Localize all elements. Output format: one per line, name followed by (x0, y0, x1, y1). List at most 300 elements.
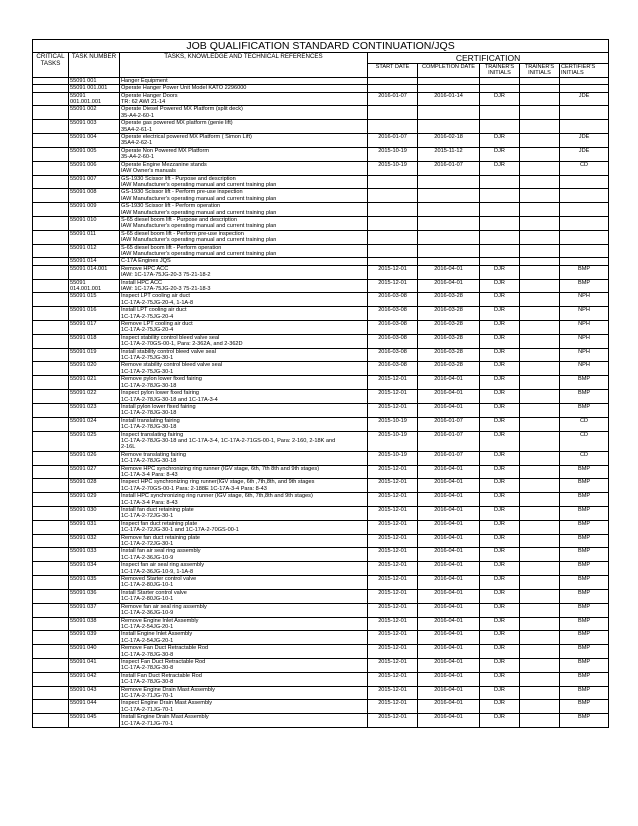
task-description-cell (120, 92, 368, 106)
table-row (33, 230, 609, 244)
task-description-cell (120, 576, 368, 590)
task-description-cell (120, 334, 368, 348)
completion-date-cell: 2016-04-01 (418, 700, 480, 714)
completion-date-cell: 2016-01-07 (418, 417, 480, 431)
certifier-initials-cell: NPH (560, 348, 609, 362)
trainer-initials-cell-2 (520, 348, 560, 362)
task-description-line: Inspect translating fairing (121, 431, 184, 438)
task-description-line: Operate Diesel Powered MX Platform (split deck) (121, 106, 243, 113)
table-row (33, 216, 609, 230)
task-description-line: Inspect fan air seal ring assembly (121, 562, 205, 569)
task-description-line: IAW Manufacturer's operating manual and current training plan (121, 195, 277, 202)
task-description-line: 1C-17A-2-78JG-30-8 (121, 651, 174, 658)
task-number-cell: 55091 010 (69, 216, 120, 230)
start-date-cell: 2016-03-08 (368, 321, 418, 335)
certifiers-initials-header: CERTIFIER'S INITIALS (560, 64, 609, 78)
trainer-initials-cell: DJR (480, 334, 520, 348)
task-description-line: Install fan air seal ring assembly (121, 548, 201, 555)
table-row (33, 376, 609, 390)
trainer-initials-cell: DJR (480, 562, 520, 576)
completion-date-cell: 2016-04-01 (418, 617, 480, 631)
trainer-initials-cell-2 (520, 92, 560, 106)
task-description-line: 35-A4-2-60-1 (121, 112, 154, 119)
trainer-initials-cell-2 (520, 258, 560, 265)
trainer-initials-cell-2 (520, 631, 560, 645)
task-number-cell: 55091 034 (69, 562, 120, 576)
critical-task-cell (33, 465, 69, 479)
task-number-cell: 55091 012 (69, 244, 120, 258)
task-description-cell (120, 672, 368, 686)
completion-date-cell: 2016-04-01 (418, 603, 480, 617)
task-description-cell (120, 700, 368, 714)
task-description-line: S-65 diesel boom lift - Perform operation (121, 244, 222, 251)
task-number-cell: 55091 016 (69, 307, 120, 321)
certifier-initials-cell: BMP (560, 390, 609, 404)
critical-task-cell (33, 265, 69, 279)
completion-date-cell: 2016-04-01 (418, 576, 480, 590)
task-description-line: Remove pylon lower fixed fairing (121, 376, 202, 383)
task-description-cell (120, 147, 368, 161)
table-row (33, 321, 609, 335)
completion-date-cell: 2016-04-01 (418, 589, 480, 603)
trainer-initials-cell-2 (520, 106, 560, 120)
trainer-initials-cell-2 (520, 714, 560, 728)
trainer-initials-cell-2 (520, 658, 560, 672)
critical-task-cell (33, 134, 69, 148)
task-description-line: Remove Engine Drain Mast Assembly (121, 686, 215, 693)
task-number-cell: 55091 028 (69, 479, 120, 493)
certifier-initials-cell (560, 189, 609, 203)
trainer-initials-cell (480, 216, 520, 230)
certifier-initials-cell: NPH (560, 362, 609, 376)
task-description-line: Install fan duct retaining plate (121, 507, 194, 513)
trainer-initials-cell-2 (520, 493, 560, 507)
critical-task-cell (33, 85, 69, 92)
certifier-initials-cell (560, 203, 609, 217)
task-description-line: Remove LPT cooling air duct (121, 321, 193, 328)
task-number-cell: 55091 032 (69, 534, 120, 548)
task-description-cell (120, 686, 368, 700)
trainer-initials-cell: DJR (480, 714, 520, 728)
task-description-cell (120, 390, 368, 404)
critical-task-cell (33, 258, 69, 265)
start-date-cell: 2015-12-01 (368, 507, 418, 521)
task-description-line: 1C-17A-2-75JG-20-4 (121, 313, 174, 320)
certifier-initials-cell: NPH (560, 334, 609, 348)
task-description-line: C-17A Engines JQS (121, 258, 171, 265)
critical-task-cell (33, 658, 69, 672)
task-description-line: Install HPC synchronizing ring runner (IGV stage, 6th, 7th,8th and 9th stages) (121, 493, 313, 500)
certifier-initials-cell: NPH (560, 321, 609, 335)
task-number-cell: 55091 040 (69, 645, 120, 659)
task-number-cell: 55091 001.001 (69, 85, 120, 92)
trainer-initials-cell: DJR (480, 451, 520, 465)
task-number-cell: 55091 033 (69, 548, 120, 562)
trainer-initials-cell (480, 85, 520, 92)
task-number-cell: 55091 006 (69, 161, 120, 175)
task-number-cell: 55091 023 (69, 403, 120, 417)
trainers-initials-header-2: TRAINER'S INITIALS (520, 64, 560, 78)
table-row (33, 520, 609, 534)
task-description-cell (120, 348, 368, 362)
table-row (33, 189, 609, 203)
trainer-initials-cell: DJR (480, 631, 520, 645)
trainer-initials-cell-2 (520, 244, 560, 258)
certifier-initials-cell: BMP (560, 548, 609, 562)
task-description-line: Operate electrical powered MX Platform ( Simon Lift) (121, 134, 252, 141)
table-row (33, 686, 609, 700)
task-description-cell (120, 230, 368, 244)
task-description-line: 1C-17A-2-78JG-30-18 (121, 424, 177, 431)
task-number-cell: 55091 039 (69, 631, 120, 645)
critical-task-cell (33, 147, 69, 161)
task-description-cell (120, 589, 368, 603)
task-number-cell: 55091 020 (69, 362, 120, 376)
completion-date-cell: 2016-04-01 (418, 548, 480, 562)
trainer-initials-cell: DJR (480, 321, 520, 335)
task-number-cell: 55091 045 (69, 714, 120, 728)
trainer-initials-cell (480, 77, 520, 84)
start-date-cell: 2015-12-01 (368, 700, 418, 714)
critical-task-cell (33, 686, 69, 700)
table-row (33, 279, 609, 293)
trainer-initials-cell-2 (520, 403, 560, 417)
trainer-initials-cell: DJR (480, 507, 520, 521)
critical-task-cell (33, 403, 69, 417)
critical-task-cell (33, 216, 69, 230)
certifier-initials-cell: BMP (560, 617, 609, 631)
completion-date-cell: 2016-04-01 (418, 265, 480, 279)
start-date-cell: 2015-12-01 (368, 376, 418, 390)
certification-header: CERTIFICATION (368, 53, 609, 64)
task-description-line: GS-1930 Scissor lift - Perform operation (121, 203, 221, 210)
table-row (33, 258, 609, 265)
task-description-line: 35-A4-2-60-1 (121, 154, 154, 161)
table-row (33, 293, 609, 307)
task-description-cell (120, 520, 368, 534)
task-number-cell: 55091 021 (69, 376, 120, 390)
trainer-initials-cell: DJR (480, 134, 520, 148)
trainer-initials-cell: DJR (480, 307, 520, 321)
table-row (33, 479, 609, 493)
task-description-line: Install Fan Duct Retractable Rod (121, 672, 202, 679)
task-description-line: Inspect HPC synchronizing ring runner(IGV stage, 6th ,7th,8th, and 9th stages (121, 479, 315, 486)
task-description-line: IAW Manufacturer's operating manual and current training plan (121, 181, 277, 188)
task-description-line: IAW Manufacturer's operating manual and current training plan (121, 209, 277, 216)
task-number-cell: 55091 007 (69, 175, 120, 189)
critical-task-cell (33, 562, 69, 576)
certifier-initials-cell: CD (560, 161, 609, 175)
start-date-cell: 2016-01-07 (368, 92, 418, 106)
task-description-line: 1C-17A-2-78JG-30-8 (121, 665, 174, 672)
trainer-initials-cell: DJR (480, 265, 520, 279)
task-description-cell (120, 362, 368, 376)
table-row (33, 714, 609, 728)
critical-task-cell (33, 672, 69, 686)
certifier-initials-cell: CD (560, 417, 609, 431)
trainer-initials-cell-2 (520, 507, 560, 521)
completion-date-cell (418, 106, 480, 120)
task-description-cell (120, 451, 368, 465)
certifier-initials-cell: NPH (560, 307, 609, 321)
task-number-cell: 55091 031 (69, 520, 120, 534)
table-row (33, 451, 609, 465)
task-description-line: Inspect fan duct retaining plate (121, 520, 198, 527)
table-row (33, 465, 609, 479)
table-row (33, 589, 609, 603)
start-date-cell: 2016-03-08 (368, 348, 418, 362)
form-title: JOB QUALIFICATION STANDARD CONTINUATION/JQS (33, 40, 609, 53)
certifier-initials-cell: BMP (560, 603, 609, 617)
task-number-cell: 55091 009 (69, 203, 120, 217)
trainer-initials-cell-2 (520, 465, 560, 479)
start-date-cell: 2015-12-01 (368, 562, 418, 576)
start-date-cell: 2015-12-01 (368, 589, 418, 603)
trainer-initials-cell: DJR (480, 589, 520, 603)
task-description-line: 1C-17A-2-80JG-10-1 (121, 582, 174, 589)
task-number-cell: 55091 030 (69, 507, 120, 521)
certifier-initials-cell: CD (560, 431, 609, 451)
task-description-line: 35A4-2-61-1 (121, 126, 153, 133)
task-description-line: 1C-17A-2-75JG-20-4, 1-1A-8 (121, 299, 194, 306)
critical-task-cell (33, 307, 69, 321)
table-row (33, 106, 609, 120)
trainer-initials-cell (480, 258, 520, 265)
table-row (33, 348, 609, 362)
task-description-line: Remove stability control bleed valve seal (121, 362, 223, 369)
start-date-cell (368, 120, 418, 134)
task-description-line: Install HPC ACC (121, 279, 163, 286)
start-date-cell: 2015-10-19 (368, 161, 418, 175)
certifier-initials-cell: BMP (560, 265, 609, 279)
trainer-initials-cell: DJR (480, 147, 520, 161)
completion-date-cell: 2016-04-01 (418, 631, 480, 645)
trainer-initials-cell-2 (520, 203, 560, 217)
start-date-cell: 2015-12-01 (368, 686, 418, 700)
trainer-initials-cell-2 (520, 672, 560, 686)
trainer-initials-cell: DJR (480, 161, 520, 175)
start-date-cell (368, 203, 418, 217)
task-number-cell: 55091 041 (69, 658, 120, 672)
task-description-line: Install Starter control valve (121, 589, 187, 596)
task-description-line: 1C-17A-2-36JG-10-9 (121, 610, 174, 617)
trainer-initials-cell (480, 106, 520, 120)
critical-task-cell (33, 603, 69, 617)
task-description-cell (120, 321, 368, 335)
task-number-cell: 55091 002 (69, 106, 120, 120)
table-row (33, 85, 609, 92)
critical-task-cell (33, 230, 69, 244)
task-description-line: IAW Manufacturer's operating manual and current training plan (121, 250, 277, 257)
start-date-cell: 2015-12-01 (368, 390, 418, 404)
task-number-cell: 55091 029 (69, 493, 120, 507)
task-number-cell: 55091 044 (69, 700, 120, 714)
trainer-initials-cell-2 (520, 230, 560, 244)
task-description-cell (120, 244, 368, 258)
critical-task-cell (33, 189, 69, 203)
jqs-form (32, 39, 608, 728)
trainer-initials-cell: DJR (480, 520, 520, 534)
task-description-cell (120, 161, 368, 175)
trainer-initials-cell: DJR (480, 362, 520, 376)
task-description-cell (120, 417, 368, 431)
task-number-cell: 55091 036 (69, 589, 120, 603)
certifier-initials-cell (560, 120, 609, 134)
task-description-line: Inspect Engine Drain Mast Assembly (121, 700, 213, 707)
start-date-cell: 2015-12-01 (368, 617, 418, 631)
trainer-initials-cell-2 (520, 562, 560, 576)
trainer-initials-cell-2 (520, 603, 560, 617)
trainer-initials-cell: DJR (480, 700, 520, 714)
completion-date-cell: 2016-02-18 (418, 134, 480, 148)
trainer-initials-cell-2 (520, 161, 560, 175)
table-row (33, 92, 609, 106)
table-row (33, 617, 609, 631)
trainer-initials-cell-2 (520, 307, 560, 321)
completion-date-cell: 2016-04-01 (418, 658, 480, 672)
critical-task-cell (33, 161, 69, 175)
table-row (33, 203, 609, 217)
start-date-cell: 2015-12-01 (368, 493, 418, 507)
critical-task-cell (33, 244, 69, 258)
task-description-line: 1C-17A-2-80JG-10-1 (121, 596, 174, 603)
completion-date-cell (418, 175, 480, 189)
completion-date-cell: 2016-01-07 (418, 451, 480, 465)
trainer-initials-cell: DJR (480, 348, 520, 362)
task-description-cell (120, 203, 368, 217)
table-row (33, 417, 609, 431)
trainer-initials-cell (480, 175, 520, 189)
task-number-cell: 55091 019 (69, 348, 120, 362)
critical-task-cell (33, 390, 69, 404)
trainer-initials-cell: DJR (480, 92, 520, 106)
task-description-line: Remove Fan Duct Retractable Rod (121, 645, 209, 652)
trainer-initials-cell-2 (520, 85, 560, 92)
task-description-line: Operate Engine Mezzanine stands (121, 161, 207, 168)
certifier-initials-cell: BMP (560, 279, 609, 293)
certifier-initials-cell: BMP (560, 645, 609, 659)
task-description-line: 1C-17A-2-54JG-20-1 (121, 637, 174, 644)
critical-task-cell (33, 714, 69, 728)
critical-task-cell (33, 493, 69, 507)
task-description-line: S-65 diesel boom lift - Purpose and description (121, 216, 237, 223)
start-date-cell: 2016-03-08 (368, 362, 418, 376)
task-description-line: 1C-17A-2-72JG-30-1 (121, 513, 174, 520)
certifier-initials-cell: BMP (560, 686, 609, 700)
task-description-cell (120, 134, 368, 148)
trainer-initials-cell (480, 244, 520, 258)
critical-task-cell (33, 279, 69, 293)
task-description-line: Remove HPC ACC (121, 265, 169, 272)
trainer-initials-cell-2 (520, 431, 560, 451)
completion-date-cell (418, 203, 480, 217)
task-description-line: Remove fan air seal ring assembly (121, 603, 207, 610)
completion-date-cell: 2016-04-01 (418, 507, 480, 521)
task-description-line: 1C-17A-3-4 Para: 8-43 (121, 499, 178, 506)
trainer-initials-cell-2 (520, 120, 560, 134)
task-description-line: Remove fan duct retaining plate (121, 534, 200, 541)
start-date-cell (368, 175, 418, 189)
task-description-line: 1C-17A-2-72JG-30-1 (121, 541, 174, 548)
completion-date-cell (418, 216, 480, 230)
trainer-initials-cell: DJR (480, 672, 520, 686)
critical-task-cell (33, 321, 69, 335)
task-description-line: Inspect pylon lower fixed fairing (121, 390, 200, 397)
task-number-cell: 55091 001 (69, 77, 120, 84)
completion-date-cell: 2016-04-01 (418, 714, 480, 728)
task-description-cell (120, 603, 368, 617)
critical-task-cell (33, 431, 69, 451)
trainer-initials-cell-2 (520, 147, 560, 161)
trainer-initials-cell: DJR (480, 390, 520, 404)
task-description-line: 35A4-2-62-1 (121, 140, 153, 147)
table-row (33, 548, 609, 562)
table-row (33, 700, 609, 714)
trainer-initials-cell: DJR (480, 279, 520, 293)
trainer-initials-cell: DJR (480, 645, 520, 659)
task-description-line: IAW: 1C-17A-75JG-20-3 75-21-18-3 (121, 286, 211, 292)
critical-task-cell (33, 589, 69, 603)
trainer-initials-cell: DJR (480, 431, 520, 451)
certifier-initials-cell: BMP (560, 520, 609, 534)
task-description-cell (120, 85, 368, 92)
start-date-cell: 2015-12-01 (368, 465, 418, 479)
task-description-line: Install translating fairing (121, 417, 180, 424)
certifier-initials-cell (560, 106, 609, 120)
trainer-initials-cell-2 (520, 175, 560, 189)
trainer-initials-cell-2 (520, 189, 560, 203)
trainer-initials-cell-2 (520, 376, 560, 390)
trainer-initials-cell (480, 230, 520, 244)
table-row (33, 534, 609, 548)
table-row (33, 390, 609, 404)
critical-task-cell (33, 451, 69, 465)
task-description-cell (120, 493, 368, 507)
task-rows (33, 77, 609, 727)
table-row (33, 403, 609, 417)
task-description-cell (120, 403, 368, 417)
start-date-cell: 2016-01-07 (368, 134, 418, 148)
start-date-cell: 2015-10-19 (368, 431, 418, 451)
critical-task-cell (33, 417, 69, 431)
start-date-cell: 2015-12-01 (368, 548, 418, 562)
task-description-line: Inspect LPT cooling air duct (121, 293, 190, 300)
task-description-line: Install LPT cooling air duct (121, 307, 187, 314)
task-description-line: 1C-17A-2-36JG-10-9 (121, 554, 174, 561)
start-date-cell: 2015-12-01 (368, 603, 418, 617)
trainer-initials-cell-2 (520, 390, 560, 404)
task-number-cell: 55091 035 (69, 576, 120, 590)
critical-task-cell (33, 348, 69, 362)
critical-task-cell (33, 92, 69, 106)
completion-date-cell: 2016-03-28 (418, 293, 480, 307)
task-description-cell (120, 376, 368, 390)
task-description-cell (120, 307, 368, 321)
certifier-initials-cell: JDE (560, 147, 609, 161)
critical-task-cell (33, 120, 69, 134)
critical-task-cell (33, 617, 69, 631)
task-description-line: 1C-17A-2-75JG-20-4 (121, 327, 174, 334)
task-description-line: Inspect Fan Duct Retractable Rod (121, 658, 206, 665)
task-description-cell (120, 562, 368, 576)
completion-date-header: COMPLETION DATE (418, 64, 480, 78)
task-description-line: S-65 diesel boom lift - Perform pre-use inspection (121, 230, 244, 237)
certifier-initials-cell: BMP (560, 589, 609, 603)
completion-date-cell: 2016-04-01 (418, 672, 480, 686)
task-description-line: IAW: 1C-17A-75JG-20-3 75-21-18-2 (121, 272, 211, 279)
task-description-cell (120, 548, 368, 562)
start-date-cell (368, 77, 418, 84)
